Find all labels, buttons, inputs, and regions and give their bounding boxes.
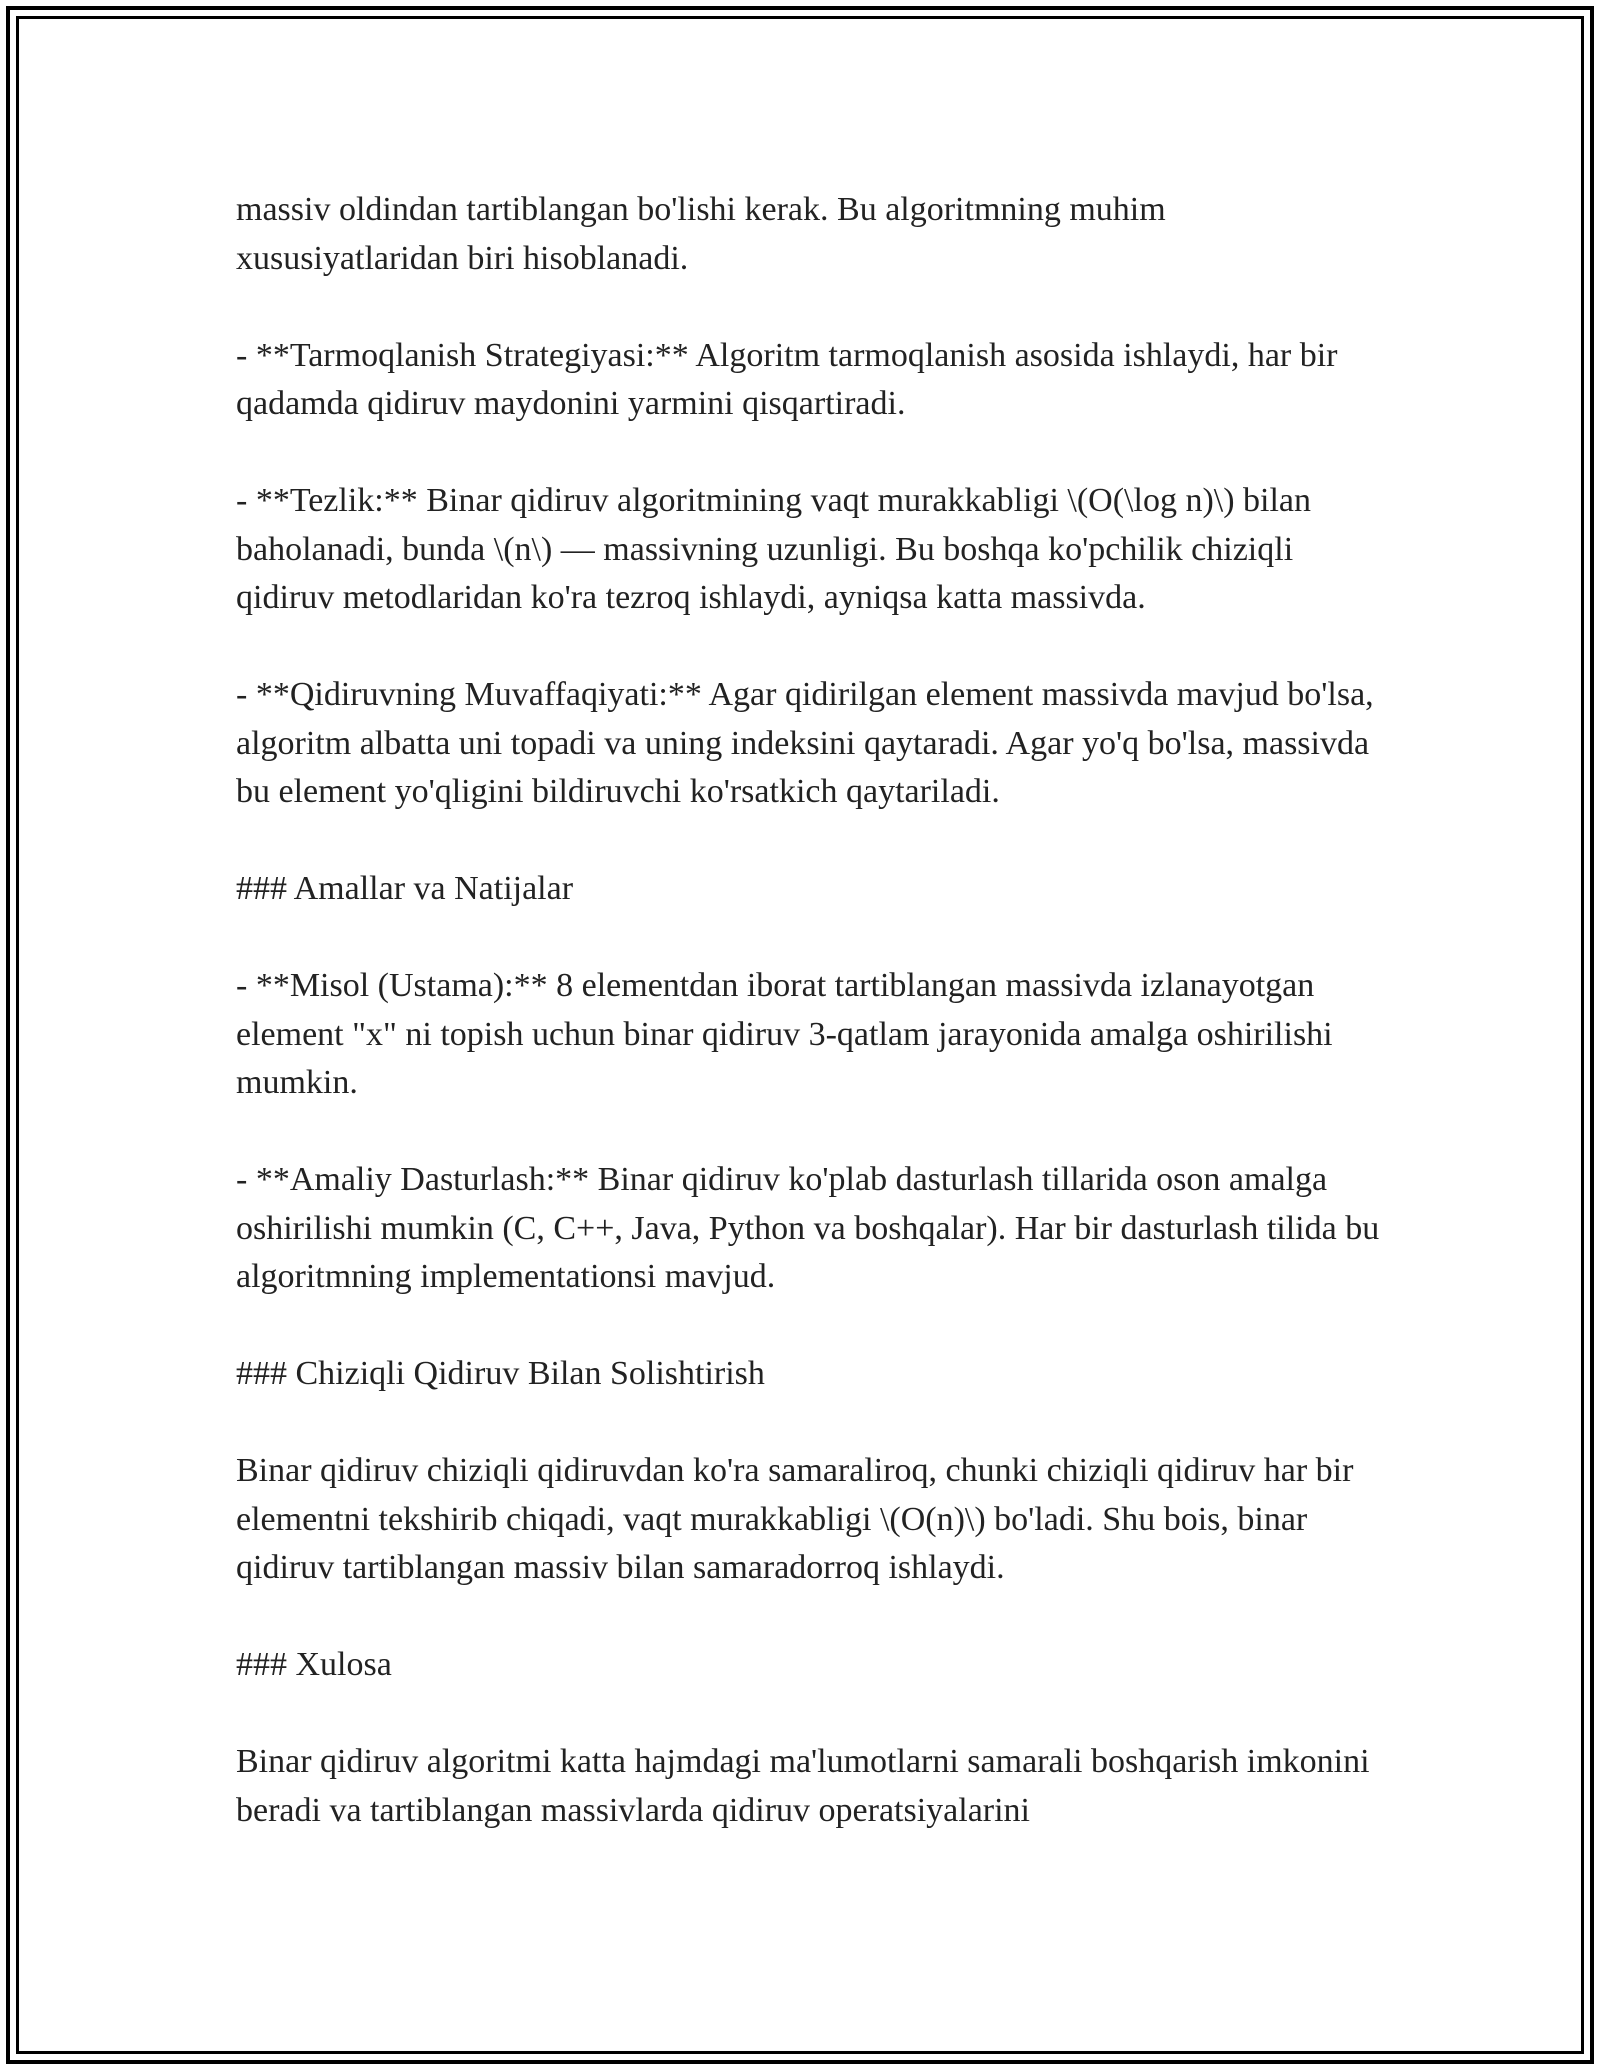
paragraph-search-success: - **Qidiruvning Muvaffaqiyati:** Agar qidirilgan element massivda mavjud bo'lsa, algoritm albatta uni topadi va uning indeksini qaytaradi. Agar yo'q bo'lsa, massivda bu element yo'qligini bildiruvchi ko'rsatkich qaytariladi.: [236, 676, 1374, 810]
paragraph-speed: - **Tezlik:** Binar qidiruv algoritmining vaqt murakkabligi \(O(\log n)\) bilan baholanadi, bunda \(n\) — massivning uzunligi. Bu boshqa ko'pchilik chiziqli qidiruv metodlaridan ko'ra tezroq ishlaydi, ayniqsa katta massivda.: [236, 482, 1312, 616]
paragraph-practical-programming: - **Amaliy Dasturlash:** Binar qidiruv ko'plab dasturlash tillarida oson amalga oshirilishi mumkin (C, C++, Java, Python va boshqalar). Har bir dasturlash tilida bu algoritmning implementationsi mavjud.: [236, 1161, 1380, 1295]
heading-linear-search-comparison: ### Chiziqli Qidiruv Bilan Solishtirish: [236, 1355, 765, 1392]
paragraph-comparison: Binar qidiruv chiziqli qidiruvdan ko'ra samaraliroq, chunki chiziqli qidiruv har bir elementni tekshirib chiqadi, vaqt murakkabligi \(O(n)\) bo'ladi. Shu bois, binar qidiruv tartiblangan massiv bilan samaradorroq ishlaydi.: [236, 1452, 1354, 1586]
paragraph-branching-strategy: - **Tarmoqlanish Strategiyasi:** Algoritm tarmoqlanish asosida ishlaydi, har bir qadamda qidiruv maydonini yarmini qisqartiradi.: [236, 336, 1338, 422]
paragraph-conclusion: Binar qidiruv algoritmi katta hajmdagi ma'lumotlarni samarali boshqarish imkonini beradi va tartiblangan massivlarda qidiruv operatsiyalarini: [236, 1743, 1370, 1829]
heading-operations-results: ### Amallar va Natijalar: [236, 870, 574, 907]
heading-conclusion: ### Xulosa: [236, 1646, 392, 1683]
paragraph-example: - **Misol (Ustama):** 8 elementdan iborat tartiblangan massivda izlanayotgan element "x" ni topish uchun binar qidiruv 3-qatlam jarayonida amalga oshirilishi mumkin.: [236, 967, 1333, 1101]
paragraph-intro-continuation: massiv oldindan tartiblangan bo'lishi kerak. Bu algoritmning muhim xususiyatlaridan biri hisoblanadi.: [236, 191, 1166, 277]
document-body: [236, 186, 1386, 1835]
